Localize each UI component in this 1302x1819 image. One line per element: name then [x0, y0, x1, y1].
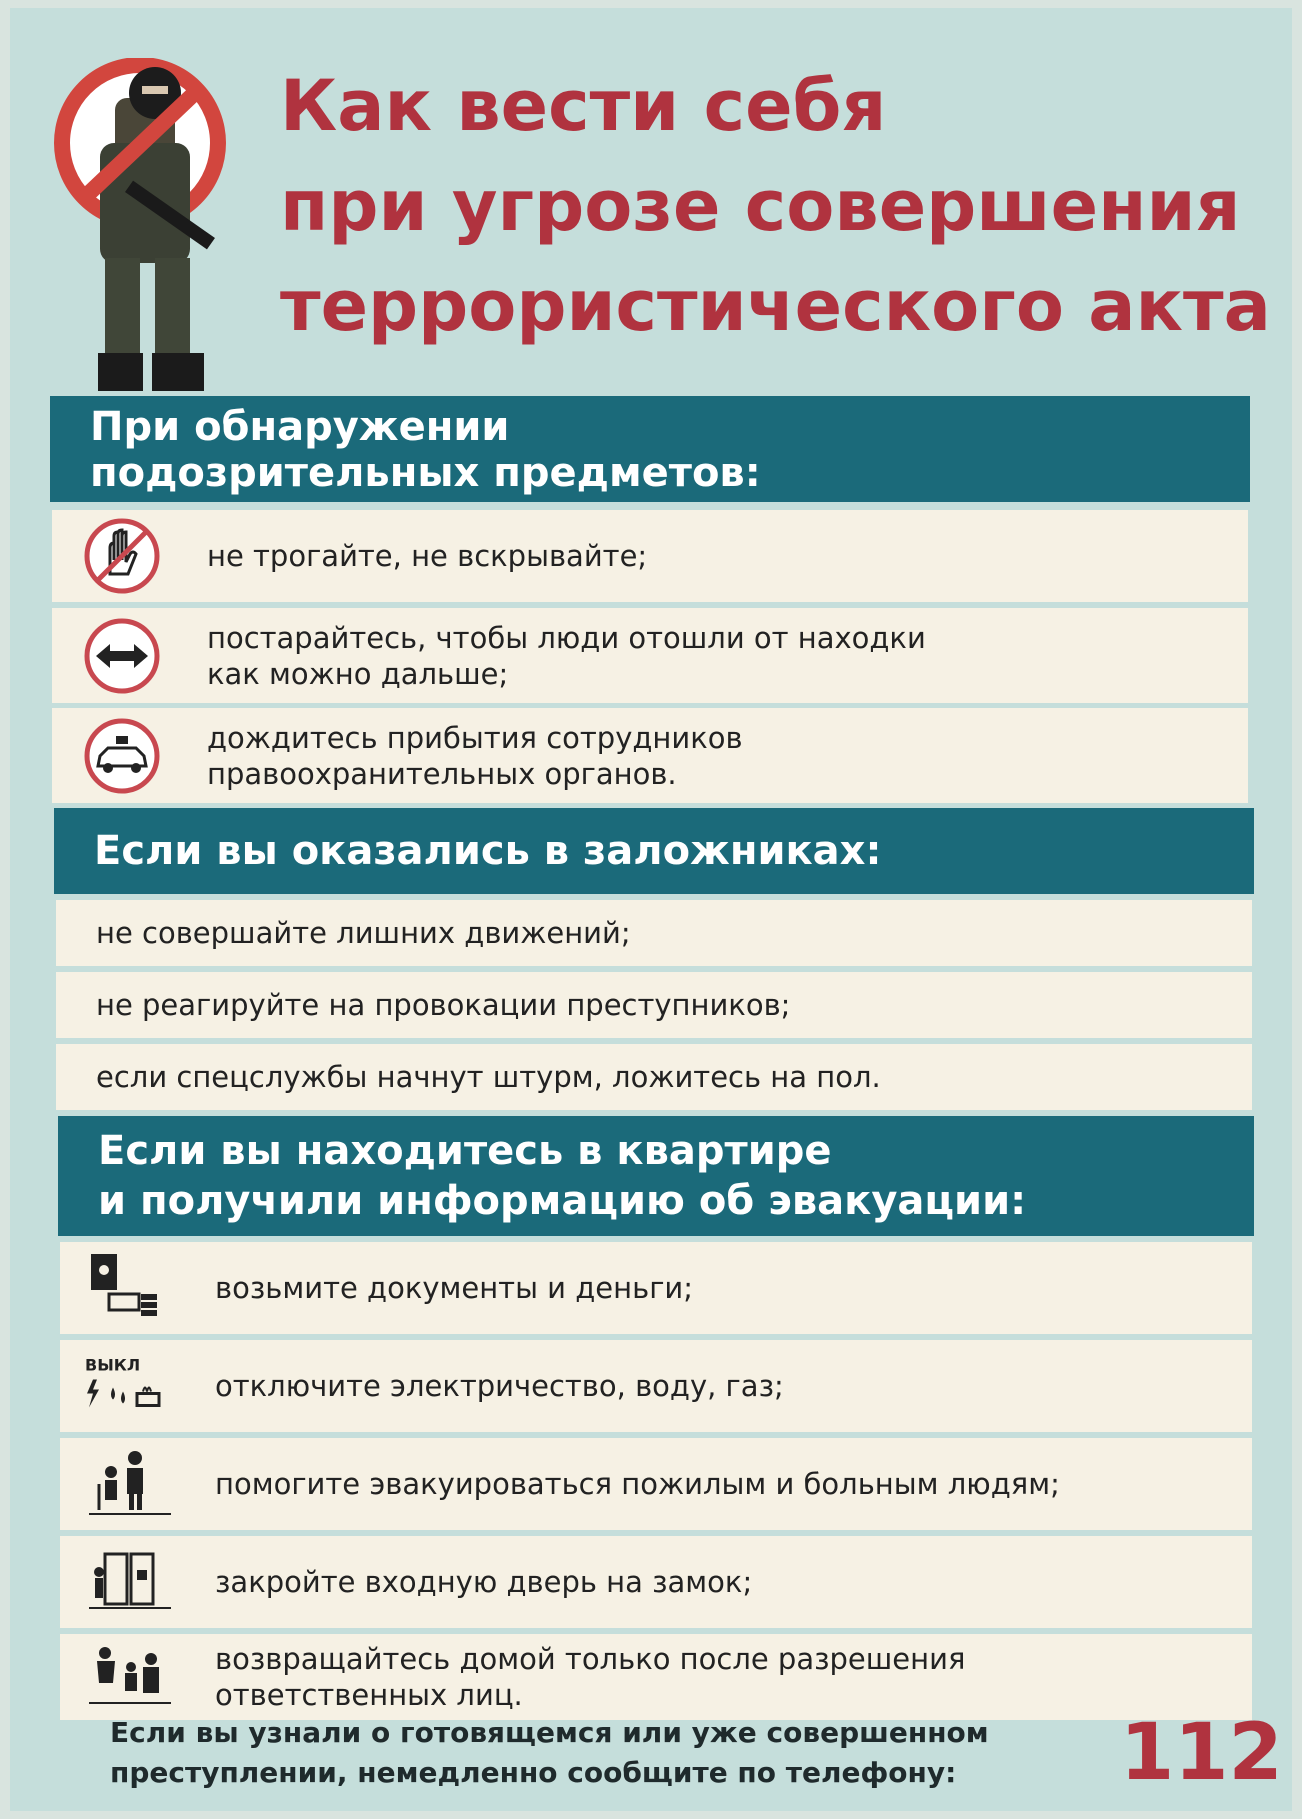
item-text: постарайтесь, чтобы люди отошли от находки: [207, 620, 926, 655]
help-elderly-icon: [85, 1444, 175, 1524]
poster-title: [280, 56, 1280, 356]
list-item: [56, 900, 1252, 966]
list-item: [60, 1536, 1252, 1628]
list-item: [52, 708, 1248, 803]
footer-line-2: преступлении, немедленно сообщите по телефону:: [110, 1756, 957, 1789]
item-text: возвращайтесь домой только после разрешения: [215, 1642, 966, 1676]
lock-door-icon: [85, 1542, 175, 1622]
heading-line-2: и получили информацию об эвакуации:: [98, 1178, 1027, 1224]
heading-text: Если вы оказались в заложниках:: [94, 828, 882, 874]
list-item: [60, 1634, 1252, 1720]
title-line-2: при угрозе совершения: [280, 165, 1241, 247]
lightning-water-gas-icon: [85, 1376, 165, 1410]
section-suspicious-objects-heading: [50, 396, 1250, 502]
item-text: помогите эвакуироваться пожилым и больным людям;: [215, 1467, 1060, 1501]
heading-line-1: При обнаружении: [90, 404, 510, 450]
list-item: [56, 1044, 1252, 1110]
item-text: не реагируйте на провокации преступников;: [96, 988, 791, 1022]
item-text: закройте входную дверь на замок;: [215, 1565, 753, 1599]
item-text: отключите электричество, воду, газ;: [215, 1369, 784, 1403]
item-text: возьмите документы и деньги;: [215, 1271, 694, 1305]
item-text: ответственных лиц.: [215, 1678, 523, 1712]
list-item: [52, 608, 1248, 703]
arrows-apart-icon: [82, 616, 162, 696]
utilities-off-icon: [85, 1356, 165, 1417]
poster: [10, 8, 1292, 1811]
item-text: как можно дальше;: [207, 656, 509, 691]
off-label: ВЫКЛ: [85, 1355, 141, 1375]
documents-money-icon: [85, 1248, 165, 1328]
item-text: не совершайте лишних движений;: [96, 916, 631, 950]
list-item: [60, 1340, 1252, 1432]
section-evacuation-heading: [58, 1116, 1254, 1236]
footer-note: [110, 1713, 989, 1793]
return-home-icon: [85, 1637, 175, 1717]
list-item: [60, 1242, 1252, 1334]
item-text: если спецслужбы начнут штурм, ложитесь на пол.: [96, 1060, 881, 1094]
emergency-phone-number: 112: [1120, 1708, 1283, 1798]
item-text: не трогайте, не вскрывайте;: [207, 539, 648, 573]
terrorist-prohibited-icon: [40, 58, 270, 403]
item-text: дождитесь прибытия сотрудников: [207, 720, 743, 755]
list-item: [52, 510, 1248, 602]
list-item: [56, 972, 1252, 1038]
title-line-1: Как вести себя: [280, 65, 887, 147]
footer-line-1: Если вы узнали о готовящемся или уже совершенном: [110, 1716, 989, 1749]
list-item: [60, 1438, 1252, 1530]
item-text: правоохранительных органов.: [207, 756, 677, 791]
title-line-3: террористического акта: [280, 265, 1271, 347]
heading-line-2: подозрительных предметов:: [90, 450, 761, 496]
section-hostages-heading: [54, 808, 1254, 894]
police-car-icon: [82, 716, 162, 796]
heading-line-1: Если вы находитесь в квартире: [98, 1128, 832, 1174]
stop-hand-icon: [82, 516, 162, 596]
